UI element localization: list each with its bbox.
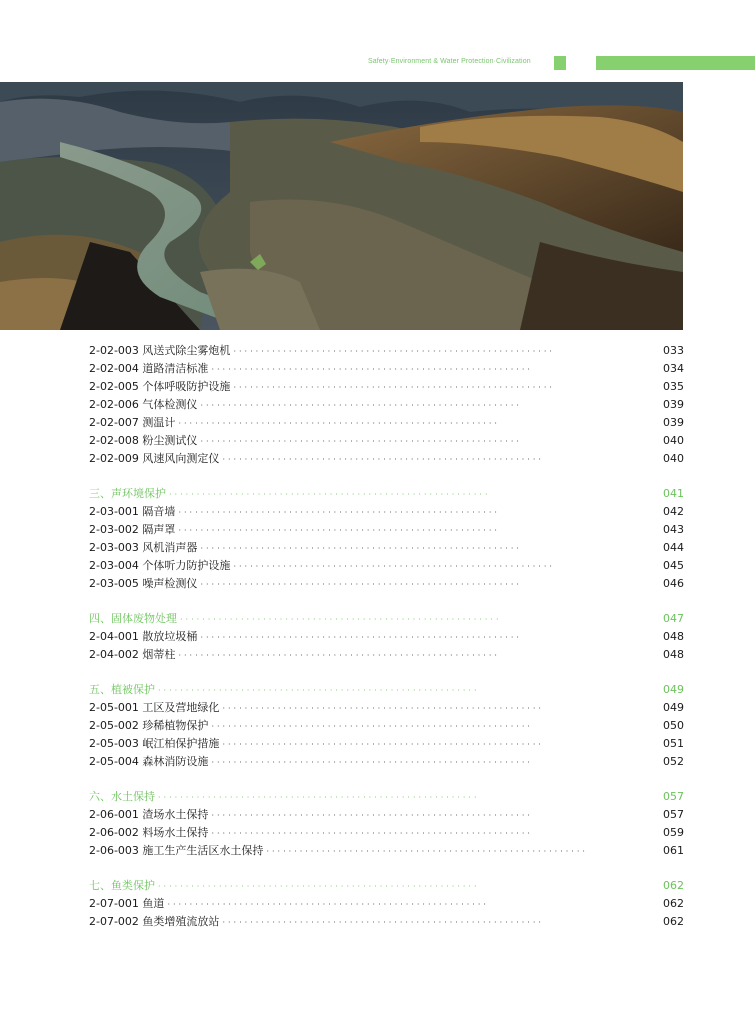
toc-entry[interactable]: 2-06-002 料场水土保持 ·························································· 059 — [89, 824, 684, 842]
dot-leader: ·························································· — [200, 437, 522, 446]
dot-leader: ·························································· — [169, 490, 491, 499]
dot-leader: ·························································· — [222, 455, 544, 464]
dot-leader: ·························································· — [222, 704, 544, 713]
toc-entry[interactable]: 2-02-004 道路清洁标准 ·························································· 034 — [89, 360, 684, 378]
toc-entry[interactable]: 2-03-002 隔声罩 ·························································· 043 — [89, 521, 684, 539]
dot-leader: ·························································· — [158, 882, 480, 891]
toc-entry[interactable]: 2-03-005 噪声检测仪 ·························································· 046 — [89, 575, 684, 593]
toc-entry[interactable]: 2-03-001 隔音墙 ·························································· 042 — [89, 503, 684, 521]
toc-entry[interactable]: 2-02-003 风送式除尘雾炮机 ·························································· 033 — [89, 342, 684, 360]
toc-entry[interactable]: 2-04-001 散放垃圾桶 ·························································· 048 — [89, 628, 684, 646]
toc-entry[interactable]: 2-02-008 粉尘测试仪 ·························································· 040 — [89, 432, 684, 450]
toc-entry[interactable]: 2-06-001 渣场水土保持 ·························································· 057 — [89, 806, 684, 824]
toc-entry[interactable]: 2-04-002 烟蒂柱 ·························································· 048 — [89, 646, 684, 664]
dot-leader: ·························································· — [211, 758, 533, 767]
dot-leader: ·························································· — [211, 722, 533, 731]
dot-leader: ·························································· — [200, 544, 522, 553]
table-of-contents — [89, 342, 684, 931]
toc-entry[interactable]: 2-06-003 施工生产生活区水土保持 ·························································· 061 — [89, 842, 684, 860]
dot-leader: ·························································· — [233, 383, 555, 392]
dot-leader: ·························································· — [180, 615, 502, 624]
dot-leader: ·························································· — [222, 740, 544, 749]
dot-leader: ·························································· — [178, 526, 500, 535]
toc-section-heading[interactable]: 四、固体废物处理 ·························································· 047 — [89, 610, 684, 628]
toc-entry[interactable]: 2-02-007 测温计 ·························································· 039 — [89, 414, 684, 432]
toc-entry[interactable]: 2-02-006 气体检测仪 ·························································· 039 — [89, 396, 684, 414]
valley-photo — [0, 82, 683, 330]
dot-leader: ·························································· — [211, 811, 533, 820]
dot-leader: ·························································· — [167, 900, 489, 909]
dot-leader: ·························································· — [233, 347, 555, 356]
toc-entry[interactable]: 2-03-004 个体听力防护设施 ·························································· 045 — [89, 557, 684, 575]
header-accent-square — [554, 56, 566, 70]
dot-leader: ·························································· — [200, 580, 522, 589]
dot-leader: ·························································· — [178, 419, 500, 428]
dot-leader: ·························································· — [211, 365, 533, 374]
header-label: Safety·Environment & Water Protection·Civilization — [368, 58, 531, 65]
dot-leader: ·························································· — [211, 829, 533, 838]
toc-entry[interactable]: 2-07-002 鱼类增殖流放站 ·························································· 062 — [89, 913, 684, 931]
toc-entry[interactable]: 2-02-005 个体呼吸防护设施 ·························································· 035 — [89, 378, 684, 396]
dot-leader: ·························································· — [200, 633, 522, 642]
toc-entry[interactable]: 2-05-002 珍稀植物保护 ·························································· 050 — [89, 717, 684, 735]
dot-leader: ·························································· — [178, 508, 500, 517]
dot-leader: ·························································· — [200, 401, 522, 410]
dot-leader: ·························································· — [233, 562, 555, 571]
toc-section-heading[interactable]: 七、鱼类保护 ·························································· 062 — [89, 877, 684, 895]
toc-entry[interactable]: 2-05-003 岷江柏保护措施 ·························································· 051 — [89, 735, 684, 753]
header-accent-bar — [596, 56, 755, 70]
dot-leader: ·························································· — [158, 686, 480, 695]
toc-entry[interactable]: 2-07-001 鱼道 ·························································· 062 — [89, 895, 684, 913]
toc-entry[interactable]: 2-05-001 工区及营地绿化 ·························································· 049 — [89, 699, 684, 717]
toc-entry[interactable]: 2-05-004 森林消防设施 ·························································· 052 — [89, 753, 684, 771]
dot-leader: ·························································· — [266, 847, 588, 856]
toc-section-heading[interactable]: 五、植被保护 ·························································· 049 — [89, 681, 684, 699]
dot-leader: ·························································· — [222, 918, 544, 927]
dot-leader: ·························································· — [178, 651, 500, 660]
toc-section-heading[interactable]: 三、声环境保护 ·························································· 041 — [89, 485, 684, 503]
toc-entry[interactable]: 2-03-003 风机消声器 ·························································· 044 — [89, 539, 684, 557]
dot-leader: ·························································· — [158, 793, 480, 802]
toc-section-heading[interactable]: 六、水土保持 ·························································· 057 — [89, 788, 684, 806]
toc-entry[interactable]: 2-02-009 风速风向测定仪 ·························································· 040 — [89, 450, 684, 468]
